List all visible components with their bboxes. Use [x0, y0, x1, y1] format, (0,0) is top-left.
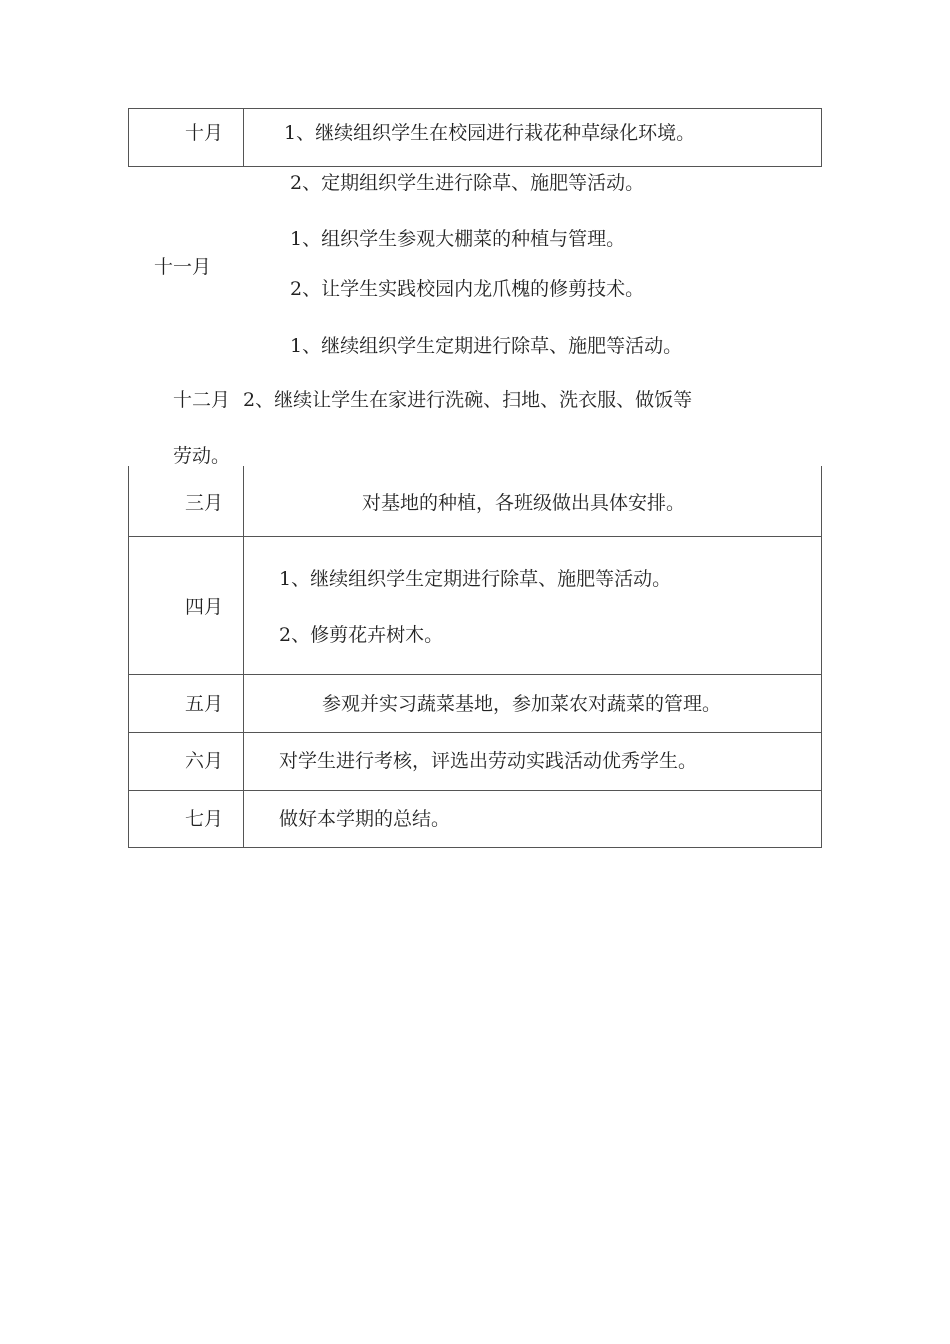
month-label-apr: 四月	[185, 596, 224, 618]
row-divider	[128, 732, 822, 733]
activity-may: 参观并实习蔬菜基地，参加菜农对蔬菜的管理。	[322, 693, 722, 715]
month-label-nov: 十一月	[154, 256, 212, 278]
activity-nov-2: 2、让学生实践校园内龙爪槐的修剪技术。	[290, 278, 645, 300]
activity-dec-2-cont: 劳动。	[173, 445, 231, 467]
row-divider	[128, 674, 822, 675]
month-label-dec: 十二月	[173, 389, 231, 411]
month-label-oct: 十月	[185, 122, 224, 144]
activity-jul: 做好本学期的总结。	[279, 808, 451, 830]
activity-dec-2: 2、继续让学生在家进行洗碗、扫地、洗衣服、做饭等	[243, 389, 693, 411]
table-bottom-border	[128, 847, 822, 848]
activity-apr-1: 1、继续组织学生定期进行除草、施肥等活动。	[279, 568, 672, 590]
month-label-may: 五月	[185, 693, 224, 715]
month-label-jun: 六月	[185, 750, 224, 772]
activity-mar: 对基地的种植，各班级做出具体安排。	[362, 492, 686, 514]
row-divider	[128, 790, 822, 791]
row-divider	[128, 536, 822, 537]
activity-dec-1: 1、继续组织学生定期进行除草、施肥等活动。	[290, 335, 683, 357]
activity-nov-1: 1、组织学生参观大棚菜的种植与管理。	[290, 228, 626, 250]
activity-jun: 对学生进行考核，评选出劳动实践活动优秀学生。	[279, 750, 698, 772]
activity-apr-2: 2、修剪花卉树木。	[279, 624, 444, 646]
month-label-mar: 三月	[185, 492, 224, 514]
column-divider	[243, 108, 244, 167]
activity-oct-1: 1、继续组织学生在校园进行栽花种草绿化环境。	[284, 122, 696, 144]
activity-oct-2: 2、定期组织学生进行除草、施肥等活动。	[290, 172, 645, 194]
month-label-jul: 七月	[185, 808, 224, 830]
